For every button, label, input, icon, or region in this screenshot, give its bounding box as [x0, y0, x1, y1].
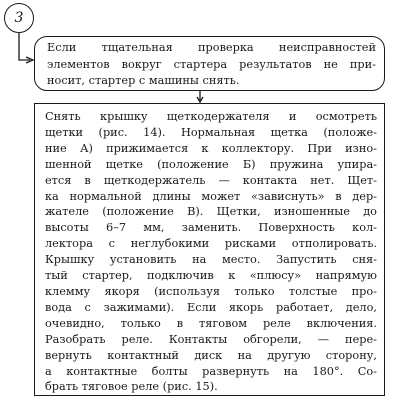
condition-box — [34, 36, 385, 91]
action-line-5: ется в щеткодержатель — контакта нет. Щет- — [45, 173, 377, 187]
action-text — [45, 109, 377, 395]
action-line-18: брать тяговое реле (рис. 15). — [45, 380, 218, 394]
condition-text — [47, 40, 376, 90]
action-line-3: ние А) прижимается к коллектору. При изно- — [45, 141, 377, 155]
action-line-14: очевидно, только в тяговом реле включения. — [45, 316, 377, 330]
step-number-marker — [4, 3, 34, 33]
action-line-6: ка нормальной длины может «зависнуть» в дер- — [45, 189, 377, 203]
action-line-13: вода с зажимами). Если якорь работает, дело, — [45, 300, 377, 314]
action-line-8: высоты 6–7 мм, заменить. Поверхность кол- — [45, 221, 377, 235]
action-line-17: а контактные болты развернуть на 180°. Со- — [45, 364, 377, 378]
action-box — [34, 103, 385, 396]
action-line-9: лектора с неглубокими рисками отполировать. — [45, 237, 377, 251]
action-line-7: жателе (положение В). Щетки, изношенные до — [45, 205, 377, 219]
action-line-12: клемму якоря (используя только толстые про- — [45, 284, 377, 298]
condition-line-1: Если тщательная проверка неисправностей — [47, 41, 376, 54]
condition-line-3: носит, стартер с машины снять. — [47, 74, 240, 87]
action-line-4: шенной щетке (положение Б) пружина упира- — [45, 157, 377, 171]
connector-marker-to-top-box — [19, 33, 30, 60]
condition-line-2: элементов вокруг стартера результатов не при- — [47, 57, 376, 71]
step-number-label: 3 — [14, 10, 24, 26]
action-line-10: Крышку установить на место. Запустить сня- — [45, 253, 377, 267]
action-line-1: Снять крышку щеткодержателя и осмотреть — [45, 110, 377, 123]
action-line-15: Разобрать реле. Контакты обгорели, — пере- — [45, 332, 377, 346]
action-line-2: щетки (рис. 14). Нормальная щетка (положе- — [45, 125, 377, 139]
action-line-16: вернуть контактный диск на другую сторону, — [45, 348, 377, 362]
action-line-11: тый стартер, подключив к «плюсу» напрямую — [45, 269, 377, 283]
